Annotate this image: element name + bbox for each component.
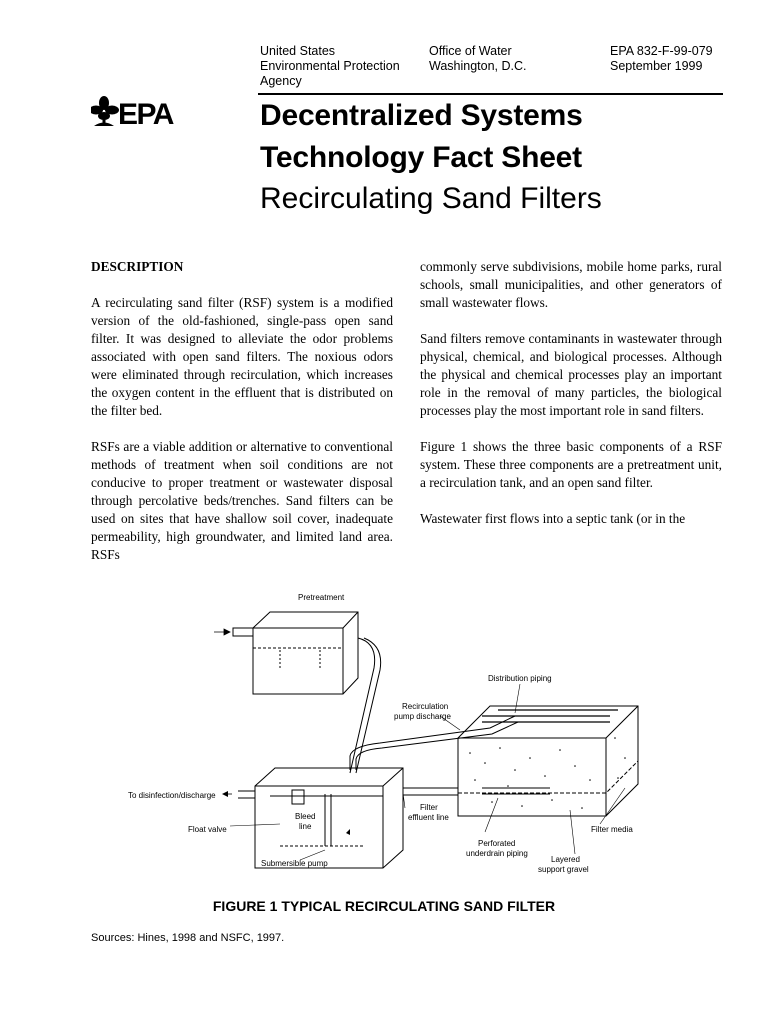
label-support-gravel: support gravel xyxy=(538,865,589,874)
section-heading: DESCRIPTION xyxy=(91,259,184,274)
header-office-line: Washington, D.C. xyxy=(429,59,527,73)
flow-arrows xyxy=(214,629,350,835)
filter-media-dots xyxy=(469,737,626,809)
pretreatment-tank xyxy=(253,612,358,694)
paragraph: RSFs are a viable addition or alternative to conventional methods of treatment when soil conditions are not conducive to proper treatment or wastewater disposal through percolative beds/trenches. Sand filters can be used on sites that have shallow soil cover, inadequate permeability, high groundwater, and limited land area. RSFs xyxy=(91,439,393,562)
paragraph: Wastewater first flows into a septic tank (or in the xyxy=(420,511,686,526)
label-perforated: Perforated xyxy=(478,839,516,848)
left-column xyxy=(91,258,393,582)
label-pretreatment: Pretreatment xyxy=(298,593,345,602)
header-doc-id xyxy=(610,44,713,74)
label-recirculation: Recirculation xyxy=(402,702,449,711)
header-agency-line: Agency xyxy=(260,74,302,88)
label-float-valve: Float valve xyxy=(188,825,227,834)
paragraph: A recirculating sand filter (RSF) system is a modified version of the old-fashioned, single-pass open sand filter. It was designed to alleviate the odor problems associated with open sand filters. The noxious odors were eliminated through recirculation, which increases the oxygen content in the effluent that is distributed on the filter bed. xyxy=(91,295,393,418)
label-bleed-line: line xyxy=(299,822,312,831)
discharge-pipe xyxy=(238,791,255,798)
label-disinfection-discharge: To disinfection/discharge xyxy=(128,791,216,800)
label-underdrain-piping: underdrain piping xyxy=(466,849,528,858)
transfer-pipe xyxy=(350,638,381,773)
paragraph: Sand filters remove contaminants in wastewater through physical, chemical, and biological processes. Although the physical and chemical processes play an important role in the removal of many particles, the biological processes play the most important role in sand filters. xyxy=(420,331,722,418)
label-effluent-line: effluent line xyxy=(408,813,449,822)
page-subtitle: Recirculating Sand Filters xyxy=(260,182,602,215)
logo-text: EPA xyxy=(118,98,173,129)
right-column xyxy=(420,258,722,546)
epa-logo xyxy=(91,95,186,129)
label-submersible-pump: Submersible pump xyxy=(261,859,328,868)
header-agency-line: United States xyxy=(260,44,336,58)
recirc-discharge-pipe xyxy=(350,716,518,770)
label-pump-discharge: pump discharge xyxy=(394,712,451,721)
header-doc-date: September 1999 xyxy=(610,59,703,73)
header-rule xyxy=(258,93,723,95)
figure-caption: FIGURE 1 TYPICAL RECIRCULATING SAND FILTER xyxy=(212,898,556,914)
header-office xyxy=(429,44,527,74)
figure-sources: Sources: Hines, 1998 and NSFC, 1997. xyxy=(91,932,285,944)
header-agency-line: Environmental Protection xyxy=(260,59,400,73)
header-doc-number: EPA 832-F-99-079 xyxy=(610,44,713,58)
label-distribution-piping: Distribution piping xyxy=(488,674,552,683)
label-bleed: Bleed xyxy=(295,812,316,821)
label-layered: Layered xyxy=(551,855,580,864)
paragraph: commonly serve subdivisions, mobile home parks, rural schools, small municipalities, and other generators of small wastewater flows. xyxy=(420,259,722,310)
epa-flower-icon xyxy=(91,96,119,126)
header-office-line: Office of Water xyxy=(429,44,512,58)
inlet-pipe xyxy=(233,628,253,636)
header-agency xyxy=(260,44,400,89)
paragraph: Figure 1 shows the three basic components of a RSF system. These three components are a pretreatment unit, a recirculation tank, and an open sand filter. xyxy=(420,439,722,490)
sand-filter-box xyxy=(458,706,638,816)
recirculation-tank xyxy=(255,768,403,868)
page-title-line-2: Technology Fact Sheet xyxy=(260,141,582,174)
rsf-diagram xyxy=(120,588,680,883)
filter-effluent-pipe xyxy=(403,788,458,795)
page-title: Decentralized Systems xyxy=(260,99,583,132)
label-filter: Filter xyxy=(420,803,438,812)
label-filter-media: Filter media xyxy=(591,825,633,834)
